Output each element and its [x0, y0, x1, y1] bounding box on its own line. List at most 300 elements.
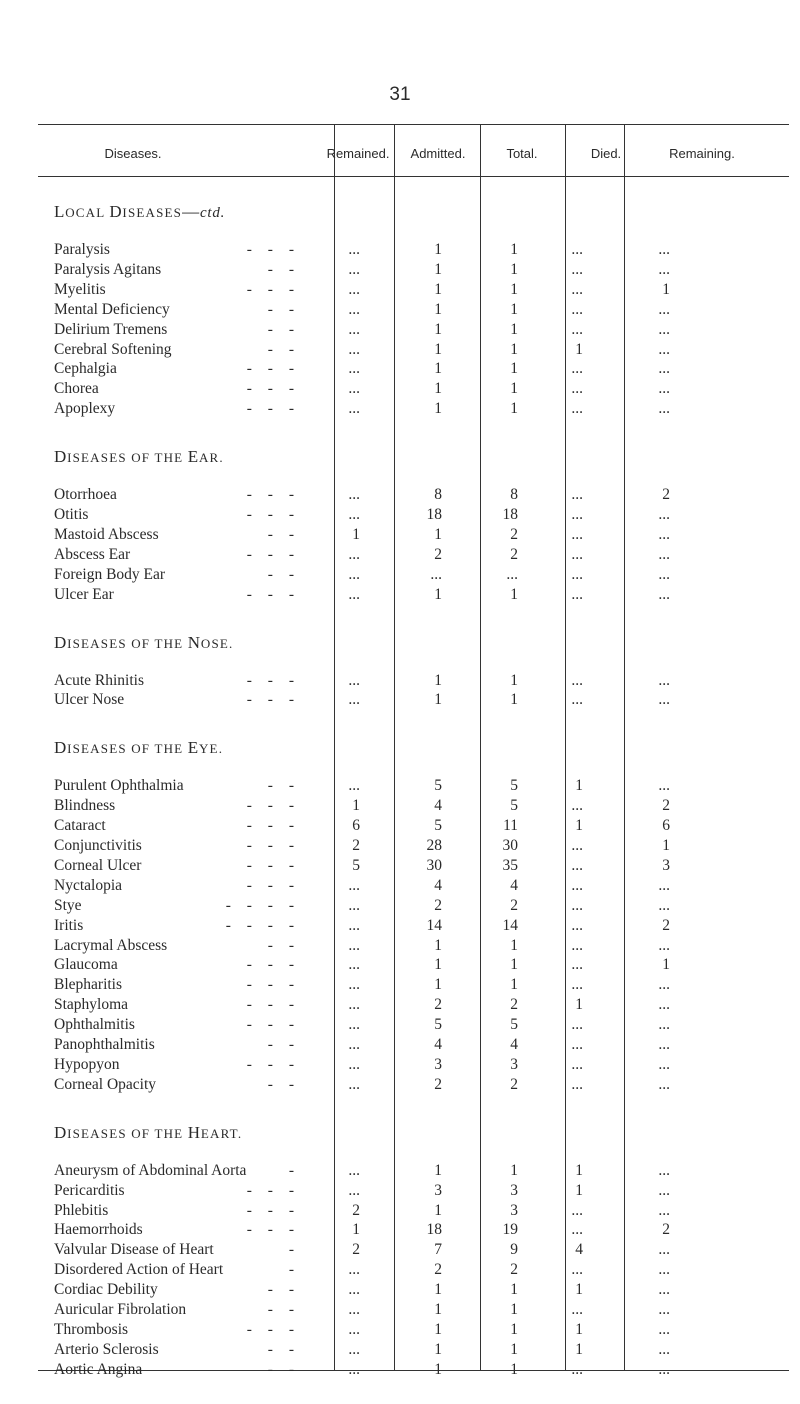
table-cell: ... — [658, 876, 670, 894]
table-row — [38, 399, 789, 419]
table-cell: 1 — [434, 1360, 442, 1378]
leader-dashes: - - - — [246, 837, 300, 854]
leader-dashes: - - - — [246, 486, 300, 504]
disease-name: Staphyloma — [54, 996, 129, 1014]
table-cell: ... — [658, 1075, 670, 1093]
table-cell: ... — [658, 1281, 670, 1299]
table-cell: ... — [348, 1261, 360, 1279]
table-cell: ... — [348, 545, 360, 563]
table-row — [38, 671, 789, 691]
table-cell: ... — [571, 280, 583, 298]
table-cell: ... — [658, 691, 670, 709]
table-cell: 1 — [510, 1340, 518, 1358]
table-cell: 2 — [434, 896, 442, 914]
table-cell: 1 — [510, 241, 518, 258]
table-row — [38, 320, 789, 340]
leader-dashes: - - - — [246, 1181, 300, 1199]
table-row — [38, 1220, 789, 1240]
disease-name: Apoplexy — [54, 400, 116, 418]
table-cell: ... — [658, 525, 670, 543]
table-cell: ... — [348, 506, 360, 523]
leader-dashes: - - — [267, 340, 300, 358]
table-cell: 5 — [510, 797, 518, 815]
section-title-part: ISEASES — [122, 205, 183, 220]
table-row — [38, 1240, 789, 1260]
table-cell: 6 — [662, 817, 670, 835]
disease-name: Otorrhoea — [54, 486, 117, 504]
table-cell: ... — [348, 1055, 360, 1073]
table-cell: ... — [348, 1075, 360, 1093]
table-cell: 7 — [434, 1241, 442, 1259]
table-row — [38, 1201, 789, 1221]
table-cell: 1 — [434, 320, 442, 338]
table-cell: 1 — [510, 1161, 518, 1179]
table-cell: ... — [571, 506, 583, 523]
leader-dashes: - - - — [246, 1221, 300, 1239]
disease-name: Cerebral Softening — [54, 340, 172, 358]
disease-table — [38, 124, 789, 1378]
table-row — [38, 260, 789, 280]
table-cell: 1 — [575, 1181, 583, 1199]
table-cell: ... — [571, 671, 583, 689]
disease-name: Disordered Action of Heart — [54, 1261, 224, 1279]
section-title-part: E — [187, 738, 199, 758]
leader-dashes: - - - — [246, 797, 300, 815]
leader-dashes: - - - — [246, 280, 300, 298]
column-header: Died. — [590, 146, 622, 161]
table-row — [38, 1340, 789, 1360]
table-cell: ... — [658, 565, 670, 583]
table-cell: ... — [658, 976, 670, 994]
section-title — [54, 633, 233, 653]
table-cell: 2 — [352, 837, 360, 854]
table-row — [38, 1360, 789, 1380]
table-cell: ... — [571, 320, 583, 338]
table-cell: 11 — [503, 817, 518, 835]
disease-name: Ulcer Ear — [54, 585, 114, 603]
section-title-part: ISEASES OF THE — [67, 635, 188, 651]
table-row — [38, 796, 789, 816]
table-cell: 1 — [510, 585, 518, 603]
table-cell: ... — [348, 241, 360, 258]
table-cell: ... — [658, 260, 670, 278]
table-cell: ... — [571, 380, 583, 398]
table-cell: 30 — [426, 856, 442, 874]
table-cell: 4 — [510, 1036, 518, 1053]
column-header: Admitted. — [410, 146, 466, 161]
table-cell: 1 — [575, 777, 583, 795]
table-row — [38, 505, 789, 525]
table-cell: 3 — [510, 1055, 518, 1073]
disease-name: Auricular Fibrolation — [54, 1301, 187, 1318]
table-cell: 1 — [434, 585, 442, 603]
table-cell: 30 — [502, 837, 518, 854]
table-cell: 2 — [510, 1261, 518, 1279]
table-cell: ... — [348, 260, 360, 278]
table-cell: ... — [348, 896, 360, 914]
table-row — [38, 816, 789, 836]
table-cell: 1 — [434, 525, 442, 543]
table-cell: 1 — [434, 300, 442, 318]
table-cell: 3 — [434, 1181, 442, 1199]
table-cell: 2 — [352, 1241, 360, 1259]
table-cell: 1 — [434, 1340, 442, 1358]
leader-dashes: - - - — [246, 585, 300, 603]
table-cell: ... — [348, 996, 360, 1014]
table-cell: ... — [571, 300, 583, 318]
table-cell: ... — [571, 1221, 583, 1239]
table-cell: 3 — [662, 856, 670, 874]
disease-name: Ophthalmitis — [54, 1016, 135, 1034]
table-row — [38, 1161, 789, 1181]
disease-name: Nyctalopia — [54, 876, 123, 894]
disease-name: Valvular Disease of Heart — [54, 1241, 214, 1259]
leader-dashes: - - — [267, 320, 300, 338]
leader-dashes: - - - — [246, 1055, 300, 1073]
table-cell: 5 — [434, 1016, 442, 1034]
disease-name: Ulcer Nose — [54, 691, 125, 709]
table-cell: 35 — [502, 856, 518, 874]
table-cell: 4 — [575, 1241, 583, 1259]
disease-name: Corneal Opacity — [54, 1075, 157, 1093]
table-row — [38, 545, 789, 565]
table-cell: 2 — [510, 896, 518, 914]
table-cell: ... — [658, 1301, 670, 1318]
table-cell: 1 — [510, 956, 518, 974]
disease-name: Acute Rhinitis — [54, 671, 144, 689]
table-cell: ... — [571, 565, 583, 583]
table-row — [38, 995, 789, 1015]
table-cell: ... — [658, 1181, 670, 1199]
leader-dashes: - - - — [246, 671, 300, 689]
table-cell: 4 — [434, 797, 442, 815]
disease-name: Iritis — [54, 916, 84, 934]
table-cell: ... — [571, 876, 583, 894]
section-title-part: EART. — [200, 1125, 243, 1141]
section-title-part: H — [187, 1122, 201, 1142]
section-title-part: D — [109, 202, 123, 221]
disease-name: Otitis — [54, 506, 89, 523]
leader-dashes: - - — [267, 1036, 300, 1053]
table-cell: ... — [571, 1016, 583, 1034]
leader-dashes: - - — [267, 777, 300, 795]
table-cell: 18 — [426, 1221, 442, 1239]
table-cell: ... — [348, 916, 360, 934]
disease-name: Lacrymal Abscess — [54, 936, 168, 954]
disease-name: Corneal Ulcer — [54, 856, 142, 874]
disease-name: Chorea — [54, 380, 99, 398]
table-cell: 1 — [662, 837, 670, 854]
table-row — [38, 936, 789, 956]
disease-name: Thrombosis — [54, 1320, 129, 1338]
table-cell: ... — [658, 1055, 670, 1073]
table-cell: ... — [571, 1360, 583, 1378]
disease-name: Stye — [54, 896, 82, 914]
leader-dashes: - - - — [246, 996, 300, 1014]
leader-dashes: - - — [267, 1281, 300, 1299]
table-cell: ... — [571, 956, 583, 974]
table-cell: ... — [348, 565, 360, 583]
table-cell: ... — [571, 260, 583, 278]
table-cell: 1 — [510, 340, 518, 358]
table-cell: ... — [658, 671, 670, 689]
disease-name: Cordiac Debility — [54, 1281, 158, 1299]
section-title — [54, 738, 223, 758]
table-cell: ... — [348, 1301, 360, 1318]
section-title-part: AR. — [198, 450, 224, 466]
table-cell: 1 — [434, 260, 442, 278]
disease-name: Myelitis — [54, 280, 106, 298]
table-cell: ... — [348, 360, 360, 378]
leader-dashes: - - — [267, 1340, 300, 1358]
table-cell: ... — [658, 300, 670, 318]
table-cell: ... — [571, 936, 583, 954]
table-cell: ... — [571, 691, 583, 709]
table-cell: 18 — [502, 506, 518, 523]
disease-name: Foreign Body Ear — [54, 565, 166, 583]
table-cell: 1 — [510, 360, 518, 378]
table-cell: ... — [571, 525, 583, 543]
column-header: Remaining. — [669, 146, 735, 161]
disease-name: Aneurysm of Abdominal Aorta — [54, 1161, 247, 1179]
table-cell: ... — [348, 585, 360, 603]
disease-name: Purulent Ophthalmia — [54, 777, 184, 795]
table-row — [38, 525, 789, 545]
table-cell: 1 — [352, 525, 360, 543]
table-cell: 1 — [510, 1301, 518, 1318]
leader-dashes: - - — [267, 525, 300, 543]
table-cell: ... — [658, 380, 670, 398]
table-cell: 1 — [434, 280, 442, 298]
section-title-part: D — [54, 632, 68, 652]
disease-name: Paralysis Agitans — [54, 260, 162, 278]
table-cell: 1 — [575, 1161, 583, 1179]
table-row — [38, 1035, 789, 1055]
leader-dashes: - - — [267, 936, 300, 954]
section-title-part: ISEASES OF THE — [67, 741, 188, 757]
leader-dashes: - - - — [246, 360, 300, 378]
table-cell: 28 — [426, 837, 442, 854]
disease-name: Delirium Tremens — [54, 320, 168, 338]
disease-name: Arterio Sclerosis — [54, 1340, 159, 1358]
table-cell: ... — [348, 671, 360, 689]
table-cell: 2 — [434, 545, 442, 563]
leader-dashes: - - - - — [225, 896, 300, 914]
column-header: Remained. — [326, 146, 390, 161]
leader-dashes: - - - — [246, 545, 300, 563]
table-cell: 2 — [434, 1075, 442, 1093]
leader-dashes: - - - — [246, 856, 300, 874]
table-row — [38, 836, 789, 856]
table-cell: 2 — [434, 1261, 442, 1279]
leader-dashes: - - — [267, 565, 300, 583]
table-cell: ... — [348, 1016, 360, 1034]
table-cell: 5 — [352, 856, 360, 874]
table-cell: 8 — [434, 486, 442, 504]
table-cell: 1 — [575, 340, 583, 358]
leader-dashes: - - — [267, 1075, 300, 1093]
table-cell: 2 — [662, 916, 670, 934]
disease-name: Mastoid Abscess — [54, 525, 159, 543]
section-title-part: E — [187, 447, 199, 467]
table-cell: 5 — [434, 817, 442, 835]
leader-dashes: - - - — [246, 691, 300, 709]
table-cell: 3 — [510, 1201, 518, 1219]
table-row — [38, 690, 789, 710]
table-cell: ... — [571, 1261, 583, 1279]
table-cell: ... — [430, 565, 442, 583]
table-row — [38, 585, 789, 605]
table-cell: 1 — [434, 1161, 442, 1179]
table-cell: 2 — [510, 525, 518, 543]
table-cell: ... — [348, 320, 360, 338]
leader-dashes: - - - — [246, 506, 300, 523]
table-cell: 1 — [510, 936, 518, 954]
table-cell: 1 — [434, 976, 442, 994]
table-cell: 5 — [510, 777, 518, 795]
table-cell: 1 — [510, 260, 518, 278]
table-cell: ... — [658, 320, 670, 338]
disease-name: Conjunctivitis — [54, 837, 142, 854]
table-cell: ... — [348, 976, 360, 994]
table-cell: 18 — [426, 506, 442, 523]
table-cell: 1 — [575, 1340, 583, 1358]
disease-name: Blindness — [54, 797, 116, 815]
table-row — [38, 916, 789, 936]
section-title — [54, 1123, 242, 1143]
table-cell: ... — [348, 280, 360, 298]
table-cell: ... — [571, 896, 583, 914]
leader-dashes: - - - — [246, 817, 300, 835]
table-cell: 1 — [575, 817, 583, 835]
disease-name: Paralysis — [54, 241, 110, 258]
section-title-part: D — [54, 447, 68, 467]
table-cell: 2 — [662, 797, 670, 815]
leader-dashes: - - - — [246, 400, 300, 418]
leader-dashes: - - - — [246, 976, 300, 994]
table-cell: 1 — [510, 400, 518, 418]
table-cell: ... — [348, 956, 360, 974]
table-cell: 2 — [510, 545, 518, 563]
table-cell: ... — [571, 585, 583, 603]
leader-dashes: - - - — [246, 1201, 300, 1219]
table-cell: 1 — [434, 241, 442, 258]
table-row — [38, 340, 789, 360]
table-cell: ... — [571, 856, 583, 874]
table-cell: ... — [506, 565, 518, 583]
section-title-part: L — [54, 202, 66, 221]
table-cell: ... — [658, 545, 670, 563]
table-row — [38, 1181, 789, 1201]
table-cell: 1 — [510, 320, 518, 338]
leader-dashes: - - - — [246, 1016, 300, 1034]
table-row — [38, 1015, 789, 1035]
table-cell: 4 — [434, 876, 442, 894]
table-cell: ... — [348, 936, 360, 954]
disease-name: Cataract — [54, 817, 106, 835]
table-row — [38, 1055, 789, 1075]
table-cell: ... — [571, 241, 583, 258]
table-cell: ... — [571, 1036, 583, 1053]
table-cell: 5 — [510, 1016, 518, 1034]
table-cell: ... — [658, 1201, 670, 1219]
table-cell: 1 — [575, 1281, 583, 1299]
table-cell: ... — [348, 300, 360, 318]
section-title-part: OCAL — [65, 205, 110, 220]
table-cell: 4 — [434, 1036, 442, 1053]
table-cell: 2 — [662, 1221, 670, 1239]
section-title-part: ISEASES OF THE — [67, 450, 188, 466]
section-title-part: D — [54, 1122, 68, 1142]
table-cell: 14 — [426, 916, 442, 934]
table-row — [38, 1075, 789, 1095]
leader-dashes: - - - - — [225, 916, 300, 934]
leader-dashes: - - — [267, 260, 300, 278]
table-cell: 3 — [510, 1181, 518, 1199]
leader-dashes: - - - — [246, 876, 300, 894]
table-cell: ... — [571, 916, 583, 934]
table-cell: ... — [658, 1261, 670, 1279]
table-cell: ... — [348, 340, 360, 358]
disease-name: Pericarditis — [54, 1181, 125, 1199]
table-cell: ... — [571, 837, 583, 854]
table-cell: ... — [658, 1320, 670, 1338]
table-cell: 1 — [510, 691, 518, 709]
disease-name: Phlebitis — [54, 1201, 109, 1219]
disease-name: Blepharitis — [54, 976, 123, 994]
disease-name: Cephalgia — [54, 360, 117, 378]
leader-dashes: - - - — [246, 956, 300, 974]
table-row — [38, 1260, 789, 1280]
column-header: Diseases. — [104, 146, 162, 161]
table-cell: ... — [348, 777, 360, 795]
leader-dashes: - — [288, 1241, 300, 1259]
table-cell: 1 — [434, 340, 442, 358]
table-cell: 8 — [510, 486, 518, 504]
table-cell: 1 — [434, 400, 442, 418]
table-cell: 1 — [434, 1201, 442, 1219]
table-row — [38, 240, 789, 260]
table-cell: ... — [571, 1201, 583, 1219]
leader-dashes: - - - — [246, 241, 300, 258]
table-cell: ... — [348, 1161, 360, 1179]
table-cell: 1 — [352, 797, 360, 815]
table-cell: ... — [658, 340, 670, 358]
table-cell: ... — [658, 1036, 670, 1053]
table-cell: ... — [658, 777, 670, 795]
disease-name: Haemorrhoids — [54, 1221, 143, 1239]
table-cell: 4 — [510, 876, 518, 894]
table-cell: ... — [658, 1016, 670, 1034]
table-cell: 1 — [575, 996, 583, 1014]
table-row — [38, 280, 789, 300]
table-cell: 2 — [352, 1201, 360, 1219]
table-cell: 1 — [434, 1281, 442, 1299]
table-cell: 1 — [662, 956, 670, 974]
table-cell: 1 — [662, 280, 670, 298]
leader-dashes: - - - — [246, 380, 300, 398]
table-cell: 2 — [510, 1075, 518, 1093]
table-cell: ... — [658, 506, 670, 523]
table-cell: 1 — [434, 671, 442, 689]
table-cell: ... — [571, 545, 583, 563]
table-row — [38, 1300, 789, 1320]
table-cell: 1 — [510, 380, 518, 398]
table-row — [38, 896, 789, 916]
table-cell: ... — [348, 1360, 360, 1378]
section-title-part: ISEASES OF THE — [67, 1125, 188, 1141]
table-cell: ... — [658, 585, 670, 603]
